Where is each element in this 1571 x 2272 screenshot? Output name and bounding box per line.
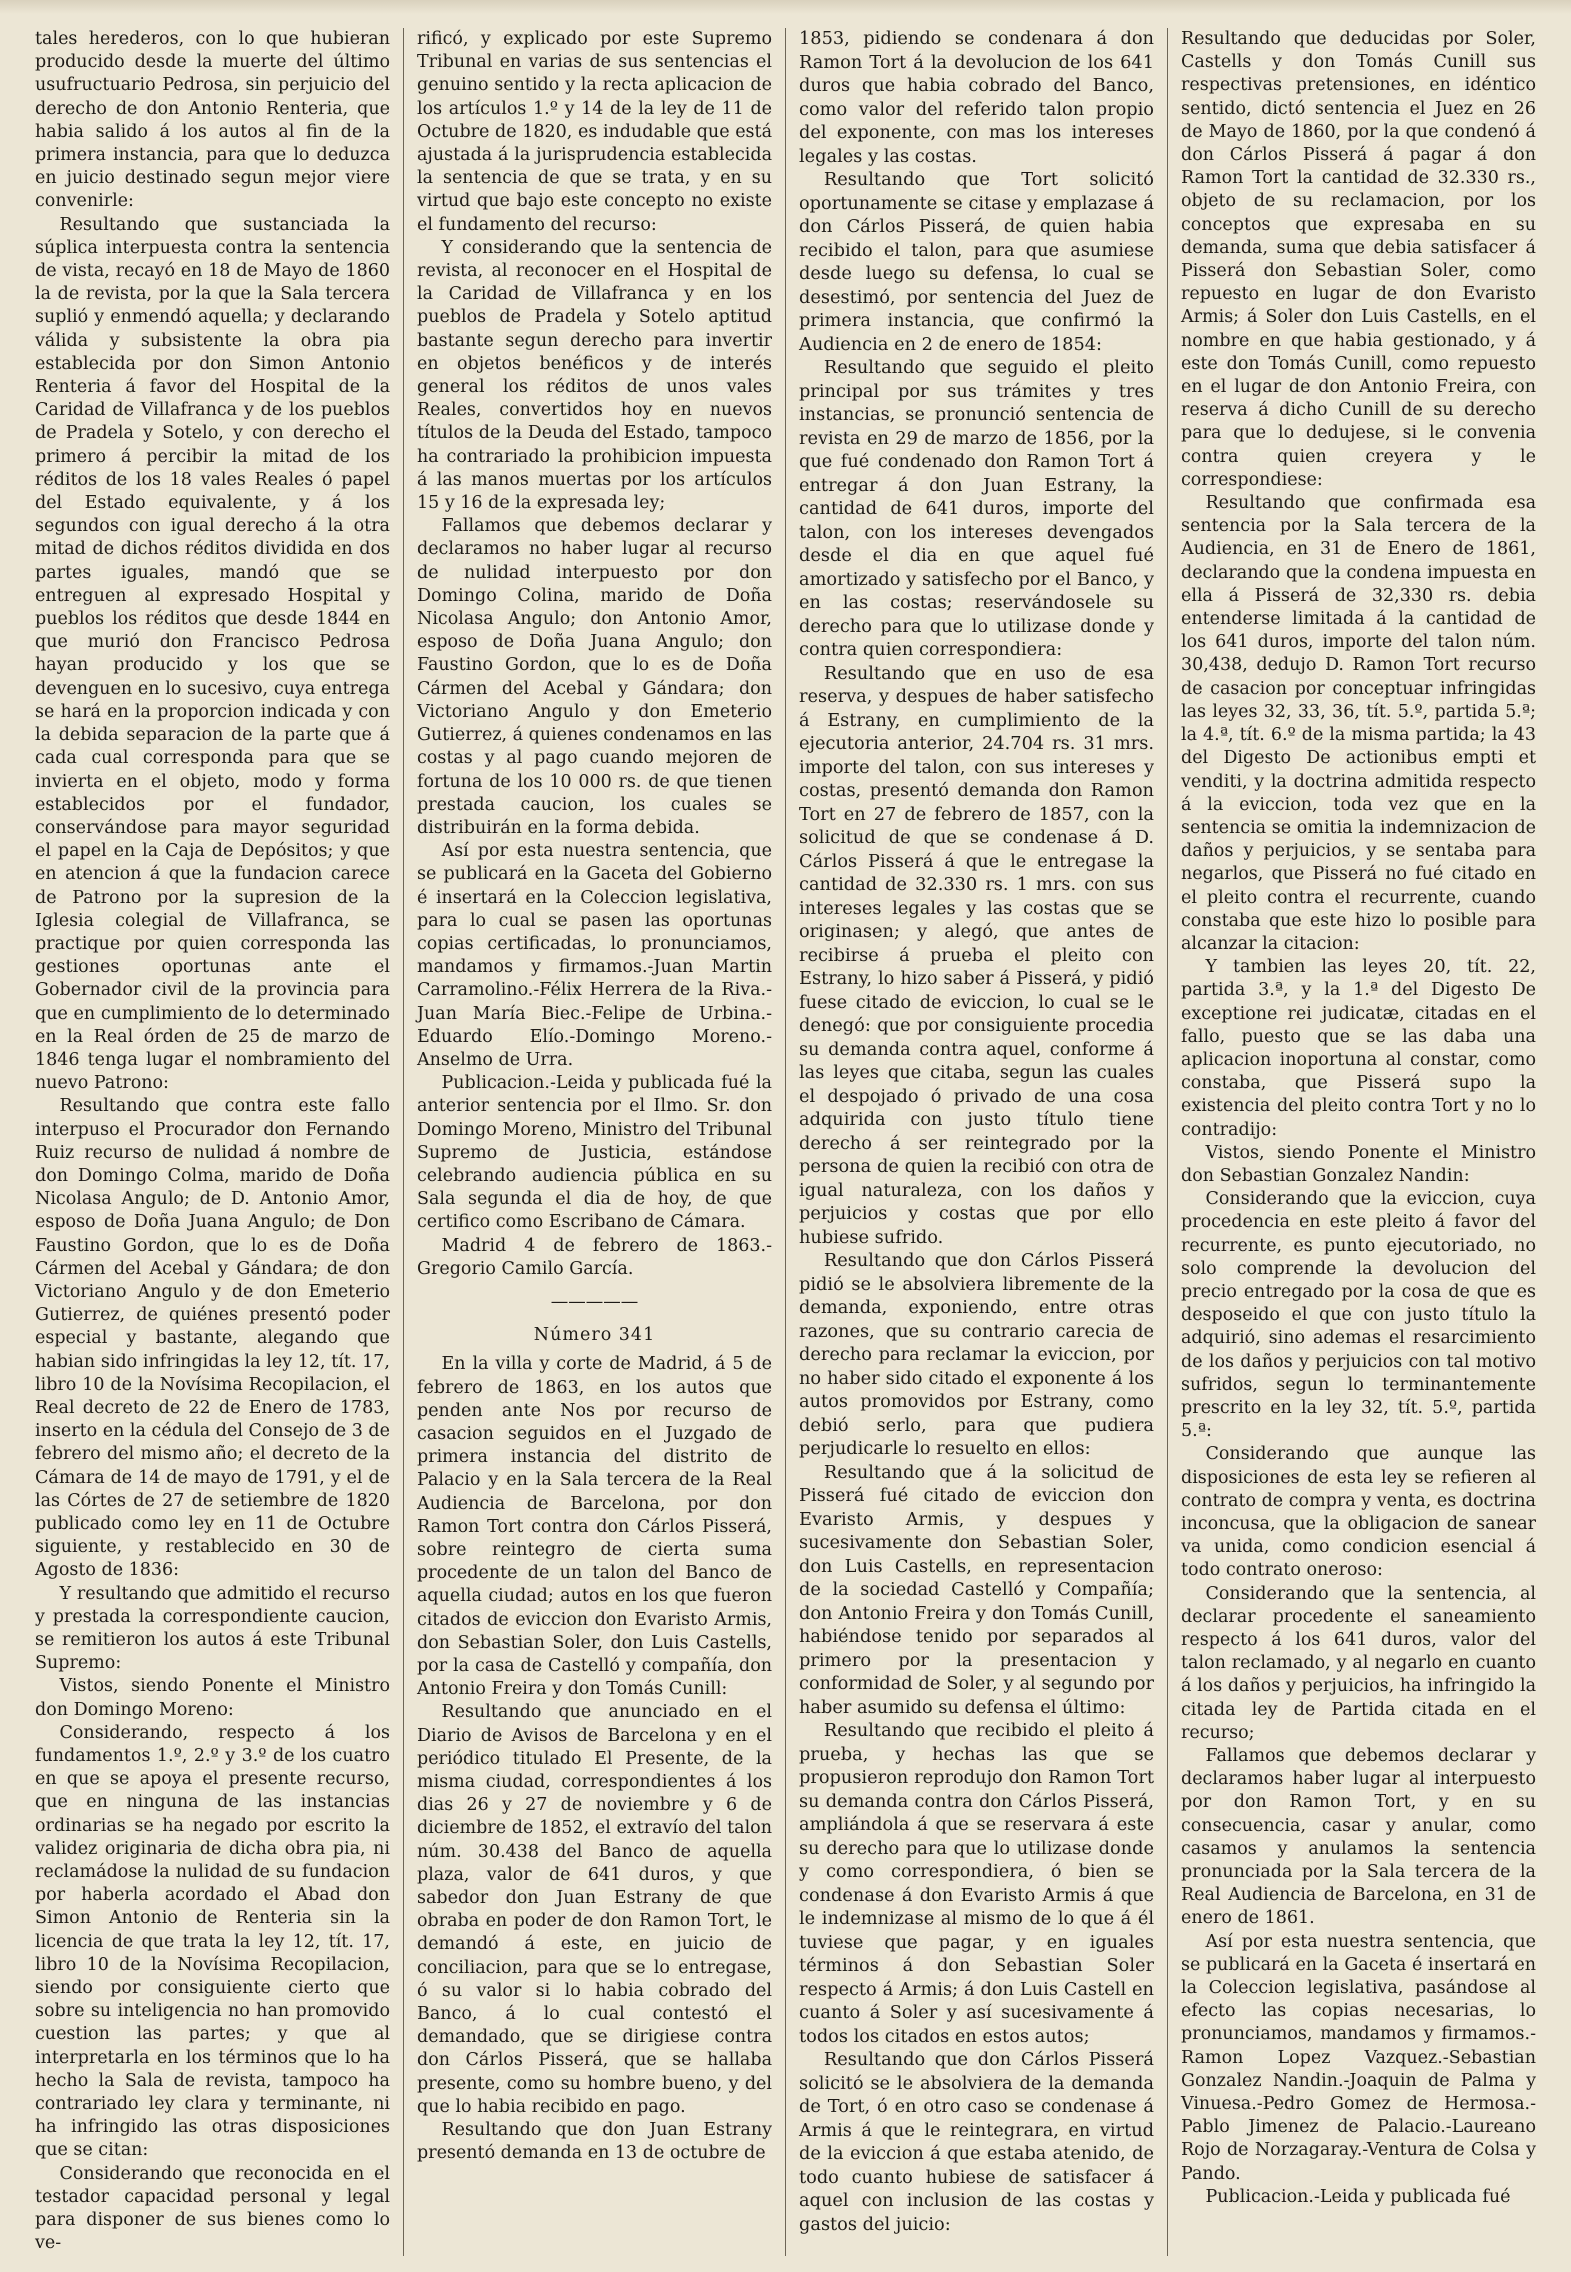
- paragraph: Publicacion.-Leida y publicada fué: [1205, 2186, 1511, 2207]
- paragraph: Considerando que aunque las disposiciones de esta ley se refieren al contrato de compra y venta, es doctrina inconcusa, que la obligacion de sanear va unida, como condicion esencial á todo contrato oneroso:: [1181, 1444, 1536, 1581]
- paragraph: Y resultando que admitido el recurso y prestada la correspondiente caucion, se remitieron los autos á este Tribunal Supremo:: [35, 1583, 390, 1674]
- paragraph: 1853, pidiendo se condenara á don Ramon Tort á la devolucion de los 641 duros que habia cobrado del Banco, como valor del referido talon propio del exponente, con mas los intereses legales y las costas.: [799, 29, 1154, 167]
- paragraph: Vistos, siendo Ponente el Ministro don Domingo Moreno:: [35, 1676, 390, 1720]
- paragraph: Resultando que sustanciada la súplica interpuesta contra la sentencia de vista, recayó en 18 de Mayo de 1860 la de revista, por la que la Sala tercera suplió y enmendó aquella; y declarando válida y subsistente la obra pia establecida por don Simon Antonio Renteria á favor del Hospital de la Caridad de Villafranca y de los pueblos de Pradela y Sotelo, y con derecho el primero á percibir la mitad de los réditos de los 18 vales Reales ó papel del Estado equivalente, y á los segundos con igual derecho á la otra mitad de dichos réditos dividida en dos partes iguales, mandó que se entreguen al expresado Hospital y pueblos los réditos que desde 1844 en que murió don Francisco Pedrosa hayan producido y los que se devenguen en lo sucesivo, cuya entrega se hará en la proporcion indicada y con la debida separacion de la parte que á cada cual corresponda para que se invierta en el objeto, modo y forma establecidos por el fundador, conservándose para mayor seguridad el papel en la Caja de Depósitos; y que en atencion á que la fundacion carece de Patrono por la supresion de la Iglesia colegial de Villafranca, se practique por quien corresponda las gestiones oportunas ante el Gobernador civil de la provincia para que en cumplimiento de lo determinado en la Real órden de 25 de marzo de 1846 tenga lugar el nombramiento del nuevo Patrono:: [35, 214, 390, 1094]
- paragraph: Resultando que en uso de esa reserva, y despues de haber satisfecho á Estrany, en cumplimiento de la ejecutoria anterior, 24.704 rs. 31 mrs. importe del talon, con sus intereses y costas, presentó demanda don Ramon Tort en 27 de febrero de 1857, con la solicitud de que se condenase á D. Cárlos Pisserá á que le entregase la cantidad de 32.330 rs. 1 mrs. con sus intereses legales y las costas que se originasen; y alegó, que antes de recibirse á prueba el pleito con Estrany, lo hizo saber á Pisserá, y pidió fuese citado de eviccion, lo cual se le denegó: que por consiguiente procedia su demanda contra aquel, conforme á las leyes que citaba, segun las cuales el despojado ó privado de una cosa adquirida con justo título tiene derecho á ser reintegrado por la persona de quien la recibió con otra de igual naturaleza, con los daños y perjuicios y costas que por ello hubiese sufrido.: [799, 663, 1154, 1248]
- text-column-2: [403, 28, 785, 2256]
- paragraph: Y tambien las leyes 20, tít. 22, partida 3.ª, y la 1.ª del Digesto De exceptione rei judicatæ, citadas en el fallo, puesto que se las daba una aplicacion inoportuna al constar, como constaba, que Pisserá supo la existencia del pleito contra Tort y no lo contradijo:: [1181, 957, 1536, 1140]
- paragraph: Considerando que la eviccion, cuya procedencia en este pleito á favor del recurrente, es punto ejecutoriado, no solo comprende la devolucion del precio entregado por la cosa de que es desposeido el que con justo título la adquirió, sino ademas el resarcimiento de los daños y perjuicios con tal motivo sufridos, segun lo terminantemente prescrito en la ley 32, tít. 5.º, partida 5.ª:: [1181, 1189, 1536, 1442]
- paragraph: Resultando que don Juan Estrany presentó demanda en 13 de octubre de: [417, 2120, 772, 2164]
- paragraph: Resultando que seguido el pleito principal por sus trámites y tres instancias, se pronunció sentencia de revista en 29 de marzo de 1856, por la que fué condenado don Ramon Tort á entregar á don Juan Estrany, la cantidad de 641 duros, importe del talon, con los intereses devengados desde el dia en que aquel fué amortizado y satisfecho por el Banco, y en las costas; reservándosele su derecho para que lo utilizase donde y contra quien correspondiera:: [799, 358, 1154, 660]
- paragraph: Así por esta nuestra sentencia, que se publicará en la Gaceta é insertará en la Coleccion legislativa, pasándose al efecto las copias necesarias, lo pronunciamos, mandamos y firmamos.-Ramon Lopez Vazquez.-Sebastian Gonzalez Nandin.-Joaquin de Palma y Vinuesa.-Pedro Gomez de Hermosa.-Pablo Jimenez de Palacio.-Laureano Rojo de Norzagaray.-Ventura de Colsa y Pando.: [1181, 1931, 1536, 2184]
- section-separator: —————: [550, 1291, 639, 1312]
- paragraph: rificó, y explicado por este Supremo Tribunal en varias de sus sentencias el genuino sentido y la recta aplicacion de los artículos 1.º y 14 de la ley de 11 de Octubre de 1820, es indudable que está ajustada á la jurisprudencia establecida la sentencia de que se trata, y en su virtud que bajo este concepto no existe el fundamento del recurso:: [417, 29, 772, 235]
- paragraph: Vistos, siendo Ponente el Ministro don Sebastian Gonzalez Nandin:: [1181, 1142, 1536, 1186]
- text-column-1: [22, 28, 403, 2256]
- paragraph: Considerando que reconocida en el testador capacidad personal y legal para disponer de sus bienes como lo ve-: [35, 2163, 390, 2254]
- paragraph: Resultando que deducidas por Soler, Castells y don Tomás Cunill sus respectivas pretensiones, en idéntico sentido, dictó sentencia el Juez en 26 de Mayo de 1860, por la que condenó á don Cárlos Pisserá á pagar á don Ramon Tort la cantidad de 32.330 rs., objeto de su reclamacion, por los conceptos que expresaba en su demanda, suma que debia satisfacer á Pisserá don Sebastian Soler, como repuesto en lugar de don Evaristo Armis; á Soler don Luis Castells, en el nombre en que habia gestionado, y á este don Tomás Cunill, como repuesto en el lugar de don Antonio Freira, con reserva á dicho Cunill de su derecho para que lo dedujese, si le convenia contra quien creyera y le correspondiese:: [1181, 29, 1536, 490]
- text-column-3: [785, 28, 1167, 2256]
- paragraph: Así por esta nuestra sentencia, que se publicará en la Gaceta del Gobierno é insertará en la Coleccion legislativa, para lo cual se pasen las oportunas copias certificadas, lo pronunciamos, mandamos y firmamos.-Juan Martin Carramolino.-Félix Herrera de la Riva.-Juan María Biec.-Felipe de Urbina.-Eduardo Elío.-Domingo Moreno.-Anselmo de Urra.: [417, 841, 772, 1070]
- page-top-shadow: [0, 0, 1571, 14]
- text-column-4: [1167, 28, 1549, 2256]
- paragraph: Resultando que anunciado en el Diario de Avisos de Barcelona y en el periódico titulado El Presente, de la misma ciudad, correspondientes á los dias 26 y 27 de noviembre y 6 de diciembre de 1852, el extravío del talon núm. 30.438 del Banco de aquella plaza, valor de 641 duros, y que sabedor don Juan Estrany de que obraba en poder de don Ramon Tort, le demandó á este, en juicio de conciliacion, para que se lo entregase, ó su valor si lo habia cobrado del Banco, á lo cual contestó el demandado, que se dirigiese contra don Cárlos Pisserá, que se hallaba presente, como su hombre bueno, y del que lo habia recibido en pago.: [417, 1702, 772, 2117]
- paragraph: Resultando que á la solicitud de Pisserá fué citado de eviccion don Evaristo Armis, y despues y sucesivamente don Sebastian Soler, don Luis Castells, en representacion de la sociedad Castelló y Compañía; don Antonio Freira y don Tomás Cunill, habiéndose tenido por separados al primero por la presentacion y conformidad de Soler, y al segundo por haber asumido su defensa el último:: [799, 1462, 1154, 1718]
- paragraph: Fallamos que debemos declarar y declaramos haber lugar al interpuesto por don Ramon Tort, y en su consecuencia, casar y anular, como casamos y anulamos la sentencia pronunciada por la Sala tercera de la Real Audiencia de Barcelona, en 31 de enero de 1861.: [1181, 1746, 1536, 1929]
- paragraph: Fallamos que debemos declarar y declaramos no haber lugar al recurso de nulidad interpuesto por don Domingo Colina, marido de Doña Nicolasa Angulo; don Antonio Amor, esposo de Doña Juana Angulo; don Faustino Gordon, que lo es de Doña Cármen del Acebal y Gándara; don Victoriano Angulo y don Emeterio Gutierrez, á quienes condenamos en las costas y al pago cuando mejoren de fortuna de los 10 000 rs. de que tienen prestada caucion, los cuales se distribuirán en la forma debida.: [417, 516, 773, 838]
- paragraph: Considerando que la sentencia, al declarar procedente el saneamiento respecto á los 641 duros, valor del talon reclamado, y al negarlo en cuanto á los daños y perjuicios, ha infringido la citada ley de Partida citada en el recurso;: [1181, 1583, 1536, 1743]
- section-heading: Número 341: [533, 1325, 656, 1346]
- paragraph: Resultando que contra este fallo interpuso el Procurador don Fernando Ruiz recurso de nulidad á nombre de don Domingo Colma, marido de Doña Nicolasa Angulo; de D. Antonio Amor, esposo de Doña Juana Angulo; de Don Faustino Gordon, que lo es de Doña Cármen del Acebal y Gándara; de don Victoriano Angulo y de don Emeterio Gutierrez, de quiénes presentó poder especial y bastante, alegando que habian sido infringidas la ley 12, tít. 17, libro 10 de la Novísima Recopilacion, el Real decreto de 22 de Enero de 1783, inserto en la cédula del Consejo de 3 de febrero del mismo año; el decreto de la Cámara de 14 de mayo de 1791, y el de las Córtes de 27 de setiembre de 1820 publicado como ley en 11 de Octubre siguiente, y restablecido en 30 de Agosto de 1836:: [35, 1096, 390, 1581]
- paragraph: Resultando que recibido el pleito á prueba, y hechas las que se propusieron reprodujo don Ramon Tort su demanda contra don Cárlos Pisserá, ampliándola á que se reservara á este su derecho para que lo utilizase donde y como correspondiera, ó bien se condenase á don Evaristo Armis á que le indemnizase al mismo de lo que á él tuviese que pagar, y en iguales términos á don Sebastian Soler respecto á Armis; á don Luis Castell en cuanto á Soler y así sucesivamente á todos los citados en estos autos;: [799, 1721, 1154, 2047]
- paragraph: Publicacion.-Leida y publicada fué la anterior sentencia por el Ilmo. Sr. don Domingo Moreno, Ministro del Tribunal Supremo de Justicia, estándose celebrando audiencia pública en su Sala segunda el dia de hoy, de que certifico como Escribano de Cámara.: [417, 1073, 772, 1233]
- paragraph: Resultando que confirmada esa sentencia por la Sala tercera de la Audiencia, en 31 de Enero de 1861, declarando que la condena impuesta en ella á Pisserá de 32,330 rs. debia entenderse limitada á la cantidad de los 641 duros, importe del talon núm. 30,438, dedujo D. Ramon Tort recurso de casacion por conceptuar infringidas las leyes 32, 33, 36, tít. 5.º, partida 5.ª; la 4.ª, tít. 6.º de la misma partida; la 43 del Digesto De actionibus empti et venditi, y la doctrina admitida respecto á la eviccion, toda vez que en la sentencia se omitia la indemnizacion de daños y perjuicios, y se sentaba para negarlos, que Pisserá no fué citado en el pleito contra el recurrente, cuando constaba que este hizo lo posible para alcanzar la citacion:: [1181, 493, 1536, 954]
- paragraph: Considerando, respecto á los fundamentos 1.º, 2.º y 3.º de los cuatro en que se apoya el presente recurso, que en ninguna de las instancias ordinarias se ha negado por escrito la validez originaria de dicha obra pia, ni reclamádose la nulidad de su fundacion por haberla acordado el Abad don Simon Antonio de Renteria sin la licencia de que trata la ley 12, tít. 17, libro 10 de la Novísima Recopilacion, siendo por consiguiente cierto que sobre su inteligencia no han promovido cuestion las partes; y que al interpretarla en los términos que lo ha hecho la Sala de revista, tampoco ha contrariado ley clara y terminante, ni ha infringido las otras disposiciones que se citan:: [35, 1722, 390, 2161]
- paragraph: tales herederos, con lo que hubieran producido desde la muerte del último usufructuario Pedrosa, sin perjuicio del derecho de don Antonio Renteria, que habia salido á los autos al fin de la primera instancia, para que lo deduzca en juicio destinado segun mejor viere convenirle:: [35, 29, 390, 212]
- paragraph: En la villa y corte de Madrid, á 5 de febrero de 1863, en los autos que penden ante Nos por recurso de casacion seguidos en el Juzgado de primera instancia del distrito de Palacio y en la Sala tercera de la Real Audiencia de Barcelona, por don Ramon Tort contra don Cárlos Pisserá, sobre reintegro de cierta suma procedente de un talon del Banco de aquella ciudad; autos en los que fueron citados de eviccion don Evaristo Armis, don Sebastian Soler, don Luis Castells, por la casa de Castelló y compañía, don Antonio Freira y don Tomás Cunill:: [417, 1354, 772, 1700]
- paragraph: Resultando que don Cárlos Pisserá solicitó se le absolviera de la demanda de Tort, ó en otro caso se condenase á Armis á que le reintegrara, en virtud de la eviccion á que estaba atenido, de todo cuanto hubiese de satisfacer á aquel con inclusion de las costas y gastos del juicio:: [799, 2050, 1154, 2235]
- paragraph: Madrid 4 de febrero de 1863.-Gregorio Camilo García.: [417, 1235, 772, 1279]
- paragraph: Resultando que don Cárlos Pisserá pidió se le absolviera libremente de la demanda, exponiendo, entre otras razones, que su contrario carecia de derecho para reclamar la eviccion, por no haber sido citado el exponente á los autos promovidos por Estrany, como debió serlo, para que pudiera perjudicarle lo resuelto en ellos:: [799, 1251, 1154, 1459]
- paragraph: Resultando que Tort solicitó oportunamente se citase y emplazase á don Cárlos Pisserá, de quien habia recibido el talon, para que asumiese desde luego su defensa, lo cual se desestimó, por sentencia del Juez de primera instancia, que confirmó la Audiencia en 2 de enero de 1854:: [799, 170, 1154, 355]
- paragraph: Y considerando que la sentencia de revista, al reconocer en el Hospital de la Caridad de Villafranca y en los pueblos de Pradela y Sotelo aptitud bastante segun derecho para invertir en objetos benéficos y de interés general los réditos de unos vales Reales, convertidos hoy en nuevos títulos de la Deuda del Estado, tampoco ha contrariado la prohibicion impuesta á las manos muertas por los artículos 15 y 16 de la expresada ley;: [417, 237, 772, 514]
